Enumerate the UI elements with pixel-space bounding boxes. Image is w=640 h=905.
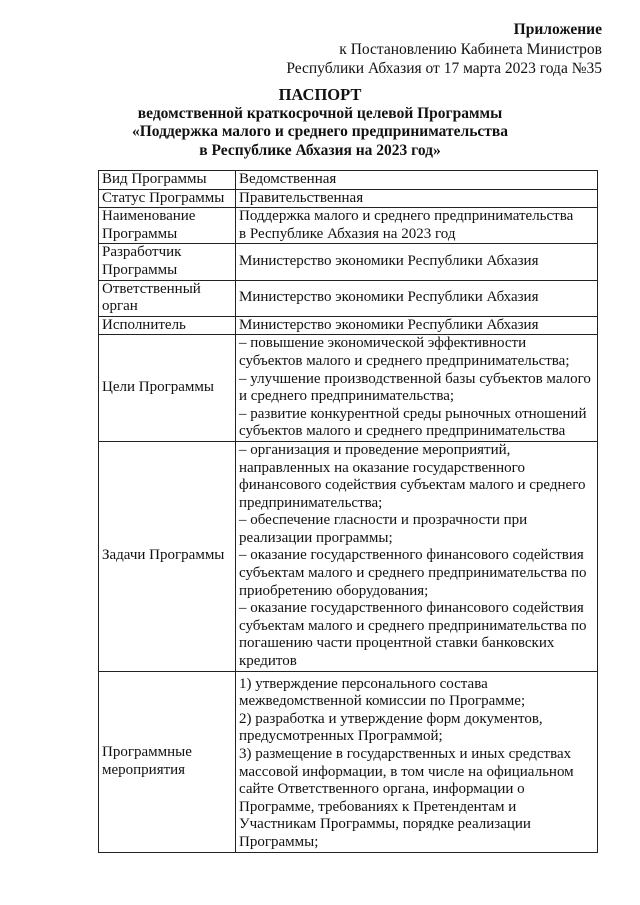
table-row xyxy=(99,671,598,852)
row-label-line: Программы xyxy=(102,225,178,242)
table-row xyxy=(99,171,598,190)
row-label-line: Исполнитель xyxy=(102,316,186,333)
row-value-line: 2) разработка и утверждение форм документов, xyxy=(239,710,543,727)
table-row xyxy=(99,189,598,208)
row-value-line: 3) размещение в государственных и иных средствах xyxy=(239,746,572,762)
row-value-line: приобретению оборудования; xyxy=(239,582,429,599)
row-value-line: кредитов xyxy=(239,653,297,670)
row-value-line: реализации программы; xyxy=(239,529,393,546)
row-label-line: Программы xyxy=(102,261,178,278)
row-value-line: Министерство экономики Республики Абхазия xyxy=(239,289,539,306)
row-label xyxy=(99,189,236,208)
row-value-line: межведомственной комиссии по Программе; xyxy=(239,693,526,710)
annex-title: Приложение xyxy=(513,21,602,38)
row-label xyxy=(99,280,236,316)
row-label xyxy=(99,244,236,280)
table-row xyxy=(99,316,598,335)
row-value-line: – улучшение производственной базы субъектов малого xyxy=(239,370,591,387)
row-value xyxy=(236,171,598,190)
row-value xyxy=(236,244,598,280)
heading-line-1: ведомственной краткосрочной целевой Программы xyxy=(137,104,503,122)
row-value-line: – оказание государственного финансового содействия xyxy=(239,600,584,617)
row-value-line: массовой информации, в том числе на официальном xyxy=(239,763,574,780)
row-value xyxy=(236,208,598,244)
table-row xyxy=(99,441,598,671)
row-label-line: Статус Программы xyxy=(102,189,225,206)
passport-table xyxy=(98,170,598,853)
row-value-line: Министерство экономики Республики Абхазия xyxy=(239,253,539,270)
row-label-line: Цели Программы xyxy=(102,379,214,396)
row-value-line: – организация и проведение мероприятий, xyxy=(239,441,511,458)
heading-line-3: в Республике Абхазия на 2023 год» xyxy=(199,141,441,159)
row-value-line: субъектам малого и среднего предпринимательства по xyxy=(239,617,587,634)
row-value-line: – развитие конкурентной среды рыночных отношений xyxy=(239,405,587,422)
row-value-line: субъектов малого и среднего предпринимательства; xyxy=(239,352,570,369)
row-value-line: субъектам малого и среднего предпринимательства по xyxy=(239,565,587,582)
row-label xyxy=(99,441,236,671)
row-value-line: Ведомственная xyxy=(239,171,337,187)
table-row xyxy=(99,280,598,316)
row-value-line: Программы; xyxy=(239,833,319,850)
row-value-line: – повышение экономической эффективности xyxy=(239,335,527,352)
row-value-line: 1) утверждение персонального состава xyxy=(239,675,488,692)
row-value-line: сайте Ответственного органа, информации о xyxy=(239,781,525,798)
row-value-line: субъектов малого и среднего предпринимательства xyxy=(239,423,566,440)
row-value-line: Правительственная xyxy=(239,189,364,206)
table-row xyxy=(99,244,598,280)
row-label xyxy=(99,208,236,244)
document-heading xyxy=(0,86,640,160)
row-value-line: Программе, требованиях к Претендентам и xyxy=(239,798,517,815)
heading-title: ПАСПОРТ xyxy=(278,85,362,104)
row-value-line: предпринимательства; xyxy=(239,494,383,511)
row-value xyxy=(236,280,598,316)
row-label-line: Наименование xyxy=(102,208,196,225)
row-label xyxy=(99,335,236,442)
row-label-line: Вид Программы xyxy=(102,171,207,187)
row-value-line: предусмотренных Программой; xyxy=(239,728,443,745)
row-label xyxy=(99,671,236,852)
row-label-line: Ответственный xyxy=(102,280,201,297)
row-label xyxy=(99,171,236,190)
row-label-line: мероприятия xyxy=(102,761,186,778)
table-row xyxy=(99,208,598,244)
row-label-line: Разработчик xyxy=(102,244,182,261)
row-value-line: Министерство экономики Республики Абхазия xyxy=(239,316,539,333)
row-label-line: Программные xyxy=(102,744,192,760)
row-value-line: в Республике Абхазия на 2023 год xyxy=(239,225,456,242)
row-value-line: направленных на оказание государственного xyxy=(239,459,525,476)
heading-line-2: «Поддержка малого и среднего предпринимательства xyxy=(131,123,509,140)
row-value xyxy=(236,316,598,335)
row-label-line: орган xyxy=(102,298,138,315)
row-value-line: и среднего предпринимательства; xyxy=(239,388,455,405)
row-value xyxy=(236,335,598,442)
row-value-line: финансового содействия субъектам малого и среднего xyxy=(239,477,586,494)
row-value-line: погашению части процентной ставки банковских xyxy=(239,635,555,652)
row-value-line: Участникам Программы, порядке реализации xyxy=(239,816,531,833)
table-row xyxy=(99,335,598,442)
row-value-line: Поддержка малого и среднего предпринимательства xyxy=(239,208,574,225)
passport-table-body xyxy=(99,171,598,853)
annex-line-2: Республики Абхазия от 17 марта 2023 года №35 xyxy=(286,60,602,77)
row-value-line: – оказание государственного финансового содействия xyxy=(239,547,584,564)
row-value xyxy=(236,441,598,671)
row-value xyxy=(236,671,598,852)
annex-block xyxy=(286,20,602,79)
row-value-line: – обеспечение гласности и прозрачности при xyxy=(239,512,528,529)
row-value xyxy=(236,189,598,208)
row-label xyxy=(99,316,236,335)
row-label-line: Задачи Программы xyxy=(102,547,225,564)
annex-line-1: к Постановлению Кабинета Министров xyxy=(339,40,602,58)
